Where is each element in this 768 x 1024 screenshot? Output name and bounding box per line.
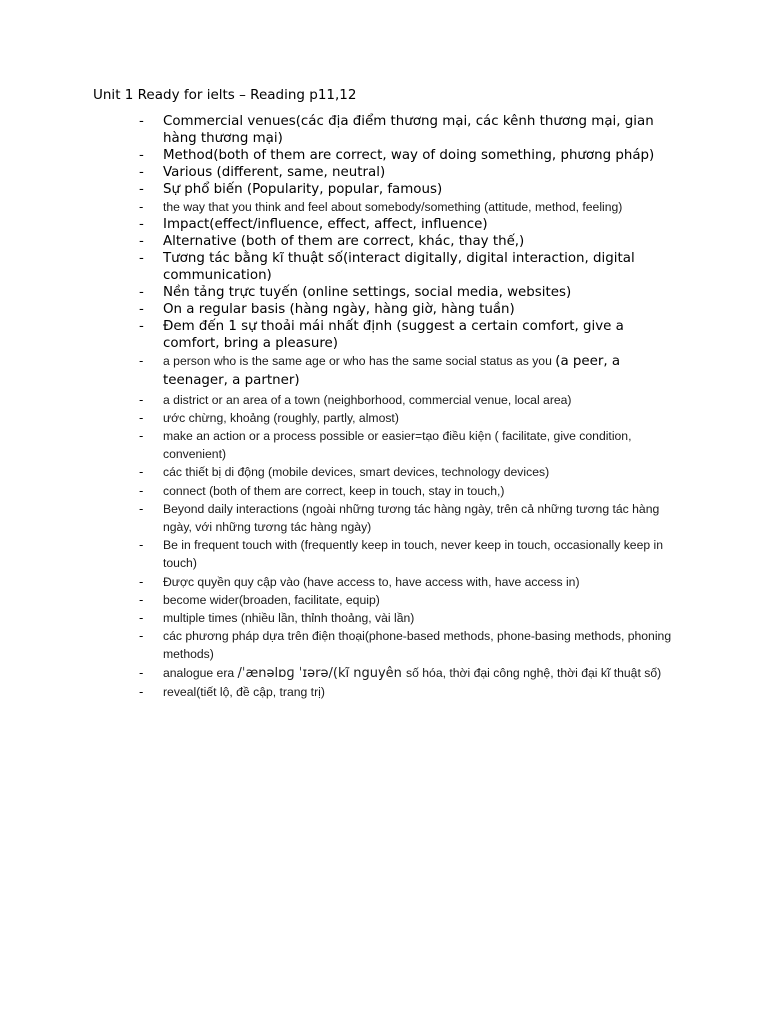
list-item-text	[163, 352, 683, 390]
bullet-dash: -	[139, 148, 144, 163]
list-item	[0, 233, 768, 250]
list-item-text: Method(both of them are correct, way of doing something, phương pháp)	[163, 148, 655, 163]
list-item-text: Be in frequent touch with (frequently keep in touch, never keep in touch, occasionally keep in touch)	[163, 538, 663, 571]
list-item	[0, 427, 768, 463]
bullet-dash: -	[139, 234, 144, 250]
definition-text: a person who is the same age or who has the same social status as you	[163, 354, 556, 369]
bullet-dash: -	[139, 251, 144, 267]
bullet-dash: -	[139, 483, 144, 498]
list-item-text: become wider(broaden, facilitate, equip)	[163, 592, 380, 607]
list-item-text: Đem đến 1 sự thoải mái nhất định (suggest a certain comfort, give a comfort, bring a pleasure)	[163, 319, 624, 352]
document-title: Unit 1 Ready for ielts – Reading p11,12	[93, 87, 357, 103]
bullet-dash: -	[139, 392, 144, 407]
list-item	[0, 164, 768, 181]
list-item-text: Impact(effect/influence, effect, affect, influence)	[163, 217, 488, 233]
bullet-dash: -	[139, 538, 144, 553]
list-item-text: Tương tác bằng kĩ thuật số(interact digitally, digital interaction, digital communication)	[163, 251, 635, 284]
bullet-dash: -	[139, 684, 144, 699]
list-item	[0, 113, 768, 147]
list-item	[0, 391, 768, 409]
list-item	[0, 301, 768, 318]
vocabulary-list	[0, 113, 768, 701]
bullet-dash: -	[139, 114, 144, 129]
list-item-text: On a regular basis (hàng ngày, hàng giờ, hàng tuần)	[163, 302, 515, 318]
bullet-dash: -	[139, 200, 144, 214]
list-item-text: make an action or a process possible or easier=tạo điều kiện ( facilitate, give condition, convenient)	[163, 429, 632, 462]
list-item	[0, 664, 768, 683]
list-item	[0, 318, 768, 352]
list-item	[0, 147, 768, 164]
bullet-dash: -	[139, 574, 144, 589]
list-item	[0, 198, 768, 216]
bullet-dash: -	[139, 354, 144, 369]
bullet-dash: -	[139, 165, 144, 180]
list-item	[0, 216, 768, 233]
bullet-dash: -	[139, 629, 144, 644]
list-item-text: Alternative (both of them are correct, khác, thay thế,)	[163, 234, 525, 250]
list-item-text: Nền tảng trực tuyến (online settings, social media, websites)	[163, 285, 572, 301]
list-item-text: multiple times (nhiều lần, thỉnh thoảng, vài lần)	[163, 611, 415, 626]
list-item	[0, 683, 768, 701]
bullet-dash: -	[139, 429, 144, 444]
list-item-text: các phương pháp dựa trên điện thoại(phone-based methods, phone-basing methods, phoning methods)	[163, 629, 672, 662]
bullet-dash: -	[139, 285, 144, 301]
list-item-text: Beyond daily interactions (ngoài những tương tác hàng ngày, trên cả những tương tác hàng ngày, với những tương tác hàng ngày)	[163, 501, 660, 535]
bullet-dash: -	[139, 182, 144, 197]
bullet-dash: -	[139, 501, 144, 516]
list-item-text: connect (both of them are correct, keep in touch, stay in touch,)	[163, 483, 505, 498]
list-item-text: the way that you think and feel about somebody/something (attitude, method, feeling)	[163, 200, 623, 214]
bullet-dash: -	[139, 319, 144, 335]
list-item-text: Sự phổ biến (Popularity, popular, famous)	[163, 182, 443, 197]
list-item	[0, 536, 768, 572]
list-item	[0, 352, 768, 390]
list-item	[0, 482, 768, 500]
list-item-text: reveal(tiết lộ, đề cập, trang trị)	[163, 684, 325, 699]
list-item	[0, 609, 768, 627]
phonetic-transcription: /ˈænəlɒɡ ˈɪərə/(kĩ nguyên	[237, 665, 407, 681]
list-item	[0, 500, 768, 536]
list-item	[0, 573, 768, 591]
list-item	[0, 463, 768, 481]
bullet-dash: -	[139, 217, 144, 233]
list-item	[0, 591, 768, 609]
bullet-dash: -	[139, 302, 144, 318]
list-item	[0, 250, 768, 284]
bullet-dash: -	[139, 592, 144, 607]
list-item-text: Được quyền quy cập vào (have access to, have access with, have access in)	[163, 574, 580, 589]
list-item-text: các thiết bị di động (mobile devices, smart devices, technology devices)	[163, 465, 550, 480]
answer-options: số hóa, thời đại công nghệ, thời đại kĩ thuật số)	[406, 665, 662, 680]
list-item	[0, 284, 768, 301]
list-item	[0, 409, 768, 427]
list-item-text: Commercial venues(các địa điểm thương mại, các kênh thương mại, gian hàng thương mại)	[163, 114, 654, 146]
list-item	[0, 627, 768, 663]
list-item-text: ước chừng, khoảng (roughly, partly, almost)	[163, 410, 399, 425]
list-item-text: Various (different, same, neutral)	[163, 165, 386, 180]
list-item	[0, 181, 768, 198]
bullet-dash: -	[139, 665, 144, 680]
bullet-dash: -	[139, 465, 144, 480]
bullet-dash: -	[139, 611, 144, 626]
bullet-dash: -	[139, 410, 144, 425]
answer-options: (a peer, a teenager, a partner)	[163, 354, 621, 389]
term-text: analogue era	[163, 665, 238, 680]
list-item-text: a district or an area of a town (neighborhood, commercial venue, local area)	[163, 392, 572, 407]
list-item-text	[163, 664, 683, 683]
